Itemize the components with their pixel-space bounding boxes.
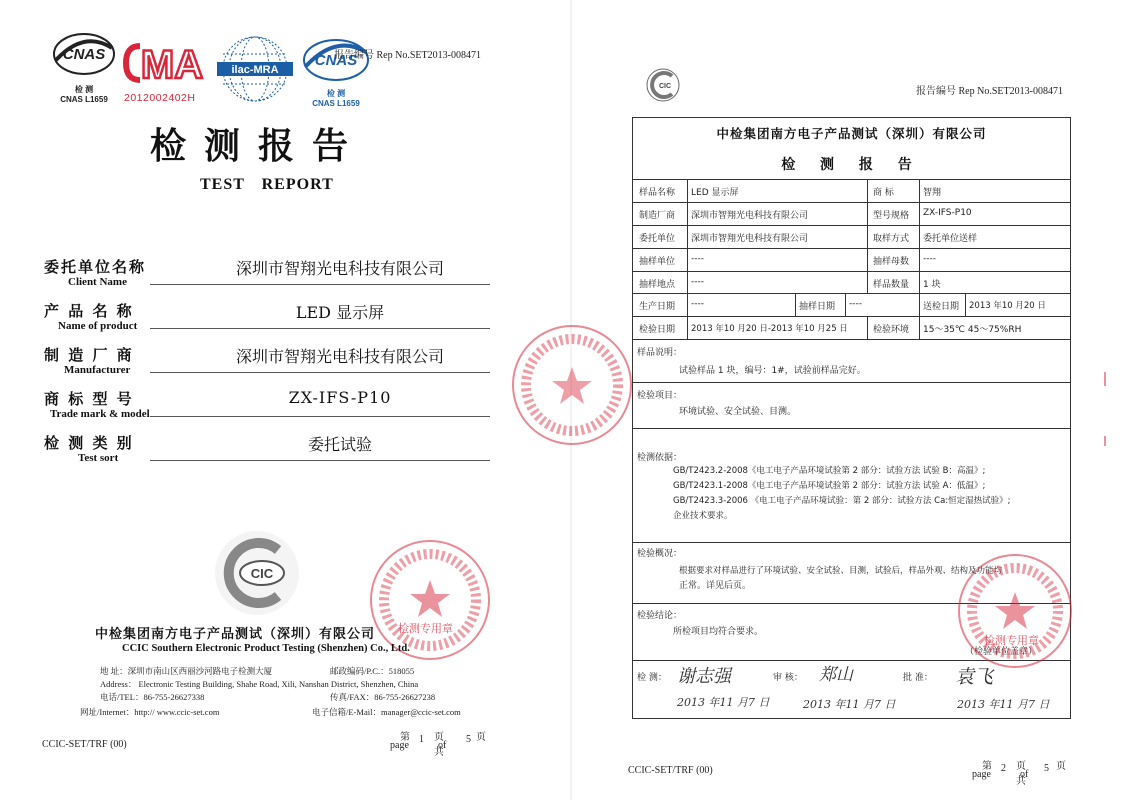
sample-place-label: 抽样地点 xyxy=(639,280,676,290)
cma-logo xyxy=(122,38,212,110)
field-manufacturer xyxy=(40,344,490,390)
cma-logo-label: MA xyxy=(140,43,204,87)
telephone: 电话/TEL：86-755-26627338 xyxy=(100,692,205,702)
sample-base-value: ---- xyxy=(923,254,936,264)
cnas-logo-sub-cn: 检 测 xyxy=(74,85,94,94)
stamp-label: 检测专用章 xyxy=(984,634,1039,647)
star-icon xyxy=(372,542,488,658)
sample-base-label: 抽样母数 xyxy=(873,257,910,267)
ilac-mra-logo xyxy=(213,34,297,104)
test-date-value: 2013 年10 月20 日-2013 年10 月25 日 xyxy=(691,324,848,334)
table-rule xyxy=(633,316,1070,317)
client-value: 深圳市智翔光电科技有限公司 xyxy=(691,234,809,244)
cma-number: 2012002402H xyxy=(124,92,196,104)
table-rule xyxy=(633,293,1070,294)
email-link[interactable]: 电子信箱/E-Mail：manager@ccic-set.com xyxy=(312,707,461,717)
address-en: Address： Electronic Testing Building, Shahe Road, Xili, Nanshan District, Shenzhen, China xyxy=(100,679,419,689)
report-cover-page: CNAS 检 测 CNAS L1659 MA 2012002402H ilac-MRA CNAS 检 测 CNAS L1659 报告编号 Rep No.SET2013-008471 检测报告 TEST REPORT 委托单位名称 Client Name 深圳市智翔光电科技有限公司 产 品 名 称 Name of product LED 显示屏 制 造 厂 商 Manufacturer 深圳市智翔光电科技有限公司 商 标 型 号 Trade mark & model ZX-IFS-P10 检 测 类 别 Test sort 委托试验 CIC 检测专用章 中检集团南方电子产品测试（深圳）有限公司 CCIC Southern Electronic Product Testing (Shenzhen) Co., Ltd. 地 址：深圳市南山区西丽沙河路电子检测大厦 邮政编码/P.C.：518055 Address： Electronic Testing Building, Shahe Road, Xili, Nanshan District, Shenzhen, China 电话/TEL：86-755-26627338 传真/FAX：86-755-26627238 网址/Internet：http:// www.ccic-set.com 电子信箱/E-Mail：manager@ccic-set.com CCIC-SET/TRF (00) 第 page 1 页共 of 5 页 xyxy=(0,0,571,800)
sample-qty-label: 样品数量 xyxy=(873,280,910,290)
ilac-logo-label: ilac-MRA xyxy=(231,64,279,76)
stamp-note: （检验单位盖章） xyxy=(965,647,1038,657)
sample-desc-label: 样品说明： xyxy=(637,348,683,358)
cic-logo-icon xyxy=(212,528,302,618)
cnas-blue-sub-en: CNAS L1659 xyxy=(312,99,360,108)
reviewer-label: 审 核： xyxy=(773,673,803,683)
field-client-name xyxy=(40,256,490,302)
approver-signature: 袁飞 xyxy=(955,666,994,688)
draw-date-label: 抽样日期 xyxy=(799,302,836,312)
reviewer-date: 2013 年11 月7 日 xyxy=(803,698,896,711)
maker-value: 深圳市智翔光电科技有限公司 xyxy=(691,211,809,221)
report-number: 报告编号 Rep No.SET2013-008471 xyxy=(916,86,1063,97)
field-value: ZX-IFS-P10 xyxy=(288,388,392,407)
field-test-sort xyxy=(40,432,490,478)
form-code: CCIC-SET/TRF (00) xyxy=(42,739,127,750)
client-label: 委托单位 xyxy=(639,234,676,244)
field-label-cn: 产 品 名 称 xyxy=(44,302,134,320)
seam-mark xyxy=(1104,436,1112,446)
svg-text:CIC: CIC xyxy=(658,83,672,90)
model-value: ZX-IFS-P10 xyxy=(923,208,972,218)
draw-date-value: ---- xyxy=(849,299,862,309)
ilac-globe-icon xyxy=(213,34,297,104)
sample-desc: 试验样品 1 块，编号：1#，试验前样品完好。 xyxy=(679,366,866,376)
field-label-cn: 商 标 型 号 xyxy=(44,390,134,408)
form-code: CCIC-SET/TRF (00) xyxy=(628,765,713,776)
organization-name-en: CCIC Southern Electronic Product Testing (Shenzhen) Co., Ltd. xyxy=(122,643,410,654)
sample-name-label: 样品名称 xyxy=(639,188,676,198)
field-underline xyxy=(150,284,490,285)
table-rule xyxy=(633,225,1070,226)
table-rule xyxy=(633,382,1070,383)
test-basis-item: GB/T2423.1-2008《电工电子产品环境试验第 2 部分：试验方法 试验 A：低温》; xyxy=(673,481,986,491)
test-basis-item: GB/T2423.2-2008《电工电子产品环境试验第 2 部分：试验方法 试验 B：高温》; xyxy=(673,466,986,476)
seam-stamp xyxy=(512,325,632,445)
cnas-blue-logo-label: CNAS xyxy=(314,52,358,69)
table-col-rule xyxy=(687,293,688,339)
table-col-rule xyxy=(795,293,796,316)
table-col-rule xyxy=(867,179,868,293)
reviewer-signature: 郑山 xyxy=(819,665,853,685)
recv-date-value: 2013 年10 月20 日 xyxy=(969,301,1046,311)
cnas-emblem-icon xyxy=(48,30,120,80)
field-product-name xyxy=(40,300,490,346)
field-underline xyxy=(150,460,490,461)
field-underline xyxy=(150,328,490,329)
overview-label: 检验概况： xyxy=(637,549,683,559)
table-rule xyxy=(633,339,1070,340)
cnas-logo-sub-en: CNAS L1659 xyxy=(60,95,108,104)
field-label-en: Trade mark & model xyxy=(50,408,150,420)
brand-label: 商 标 xyxy=(873,188,894,198)
prod-date-value: ---- xyxy=(691,299,704,309)
field-value: 委托试验 xyxy=(307,435,372,454)
table-rule xyxy=(633,428,1070,429)
env-value: 15～35℃ 45～75%RH xyxy=(923,325,1022,335)
stamp-label: 检测专用章 xyxy=(398,622,453,635)
table-rule xyxy=(633,271,1070,272)
overview-text: 正常。详见后页。 xyxy=(679,581,752,591)
sample-unit-label: 抽样单位 xyxy=(639,257,676,267)
test-date-label: 检验日期 xyxy=(639,325,676,335)
table-col-rule xyxy=(965,293,966,316)
inspection-stamp-page2 xyxy=(958,554,1072,668)
maker-label: 制造厂商 xyxy=(639,211,676,221)
inspection-stamp xyxy=(370,540,490,660)
sample-place-value: ---- xyxy=(691,277,704,287)
test-items-label: 检验项目： xyxy=(637,391,683,401)
table-rule xyxy=(633,248,1070,249)
cma-emblem-icon xyxy=(122,38,212,88)
field-label-cn: 委托单位名称 xyxy=(44,258,147,276)
test-basis-item: GB/T2423.3-2006 《电工电子产品环境试验：第 2 部分：试验方法 Ca:恒定湿热试验》; xyxy=(673,496,1011,506)
approver-label: 批 准： xyxy=(903,673,933,683)
table-col-rule xyxy=(687,179,688,293)
table-company-heading: 中检集团南方电子产品测试（深圳）有限公司 xyxy=(716,126,987,141)
conclusion-text: 所检项目均符合要求。 xyxy=(673,627,764,637)
cnas-blue-sub-cn: 检 测 xyxy=(326,89,346,98)
cnas-logo xyxy=(48,30,120,104)
report-title-en: TEST REPORT xyxy=(200,176,334,193)
postcode: 邮政编码/P.C.：518055 xyxy=(330,666,415,676)
table-title: 检 测 报 告 xyxy=(781,157,922,173)
address-cn: 地 址：深圳市南山区西丽沙河路电子检测大厦 xyxy=(100,666,273,676)
sampling-value: 委托单位送样 xyxy=(923,234,978,244)
sample-name-value: LED 显示屏 xyxy=(691,188,739,198)
approver-date: 2013 年11 月7 日 xyxy=(957,698,1050,711)
field-underline xyxy=(150,416,490,417)
website-link[interactable]: 网址/Internet：http:// www.ccic-set.com xyxy=(80,707,220,717)
field-underline xyxy=(150,372,490,373)
cnas-logo-label: CNAS xyxy=(62,46,106,63)
sample-qty-value: 1 块 xyxy=(923,280,941,290)
fax: 传真/FAX：86-755-26627238 xyxy=(330,692,436,702)
env-label: 检验环境 xyxy=(873,325,910,335)
field-label-en: Manufacturer xyxy=(64,364,131,376)
star-icon xyxy=(960,556,1070,666)
test-basis-item: 企业技术要求。 xyxy=(673,511,733,521)
table-rule xyxy=(633,202,1070,203)
recv-date-label: 送检日期 xyxy=(923,302,960,312)
prod-date-label: 生产日期 xyxy=(639,302,676,312)
seam-mark xyxy=(1104,372,1112,386)
svg-text:CIC: CIC xyxy=(250,566,274,581)
sample-unit-value: ---- xyxy=(691,254,704,264)
table-col-rule xyxy=(845,293,846,316)
test-items: 环境试验、安全试验、目测。 xyxy=(679,407,797,417)
tester-date: 2013 年11 月7 日 xyxy=(677,696,770,709)
test-basis-label: 检测依据： xyxy=(637,453,683,463)
table-rule xyxy=(633,542,1070,543)
field-label-en: Client Name xyxy=(68,276,127,288)
table-col-rule xyxy=(919,293,920,316)
overview-text: 根据要求对样品进行了环境试验、安全试验、目测，试验后，样品外观、结构及功能均 xyxy=(679,566,1003,576)
table-rule xyxy=(633,179,1070,180)
model-label: 型号规格 xyxy=(873,211,910,221)
field-trademark-model xyxy=(40,388,490,434)
field-label-cn: 制 造 厂 商 xyxy=(44,346,134,364)
report-summary-page: CIC 报告编号 Rep No.SET2013-008471 中检集团南方电子产品测试（深圳）有限公司 检 测 报 告 样品名称 LED 显示屏 商 标 智翔 制造厂商 深圳市智翔光电科技有限公司 型号规格 ZX-IFS-P10 委托单位 深圳市智翔光电科技有限公司 取样方式 委托单位送样 抽样单位 ---- 抽样母数 ---- 抽样地点 ---- 样品数量 1 块 生产日期 ---- 抽样日期 ---- 送检日期 2013 年10 月20 日 检验日期 2013 年10 月20 日-2013 年10 月25 日 检验环境 15～35℃ 45～75%RH 样品说明： 试验样品 1 块，编号：1#，试验前样品完好。 检验项目： 环境试验、安全试验、目测。 检测依据： GB/T2423.2-2008《电工电子产品环境试验第 2 部分：试验方法 试验 B：高温》; GB/T2423.1-2008《电工电子产品环境试验第 2 部分：试验方法 试验 A：低温》; GB/T2423.3-2006 《电工电子产品环境试验：第 2 部分：试验方法 Ca:恒定湿热试验》; 企业技术要求。 检验概况： 根据要求对样品进行了环境试验、安全试验、目测，试验后，样品外观、结构及功能均 正常。详见后页。 检验结论： 所检项目均符合要求。 （检验单位盖章） 检 测： 谢志强 审 核： 郑山 批 准： 袁飞 2013 年11 月7 日 2013 年11 月7 日 2013 年11 月7 日 检测专用章 CCIC-SET/TRF (00) 第 page 2 页共 of 5 页 xyxy=(572,0,1143,800)
sampling-label: 取样方式 xyxy=(873,234,910,244)
table-col-rule xyxy=(919,179,920,293)
organization-name-cn: 中检集团南方电子产品测试（深圳）有限公司 xyxy=(95,627,376,642)
report-number: 报告编号 Rep No.SET2013-008471 xyxy=(334,50,481,61)
tester-label: 检 测： xyxy=(637,673,667,683)
tester-signature: 谢志强 xyxy=(677,666,731,687)
field-value: LED 显示屏 xyxy=(295,303,385,322)
report-title-cn: 检测报告 xyxy=(150,126,367,167)
cic-small-logo-icon xyxy=(646,68,680,102)
field-value: 深圳市智翔光电科技有限公司 xyxy=(235,259,444,278)
seam-star-icon xyxy=(514,327,630,443)
field-label-cn: 检 测 类 别 xyxy=(44,434,134,452)
table-col-rule xyxy=(867,316,868,339)
field-value: 深圳市智翔光电科技有限公司 xyxy=(235,347,444,366)
field-label-en: Name of product xyxy=(58,320,138,332)
brand-value: 智翔 xyxy=(923,188,942,198)
conclusion-label: 检验结论： xyxy=(637,611,683,621)
table-col-rule xyxy=(919,316,920,339)
field-label-en: Test sort xyxy=(78,452,119,464)
